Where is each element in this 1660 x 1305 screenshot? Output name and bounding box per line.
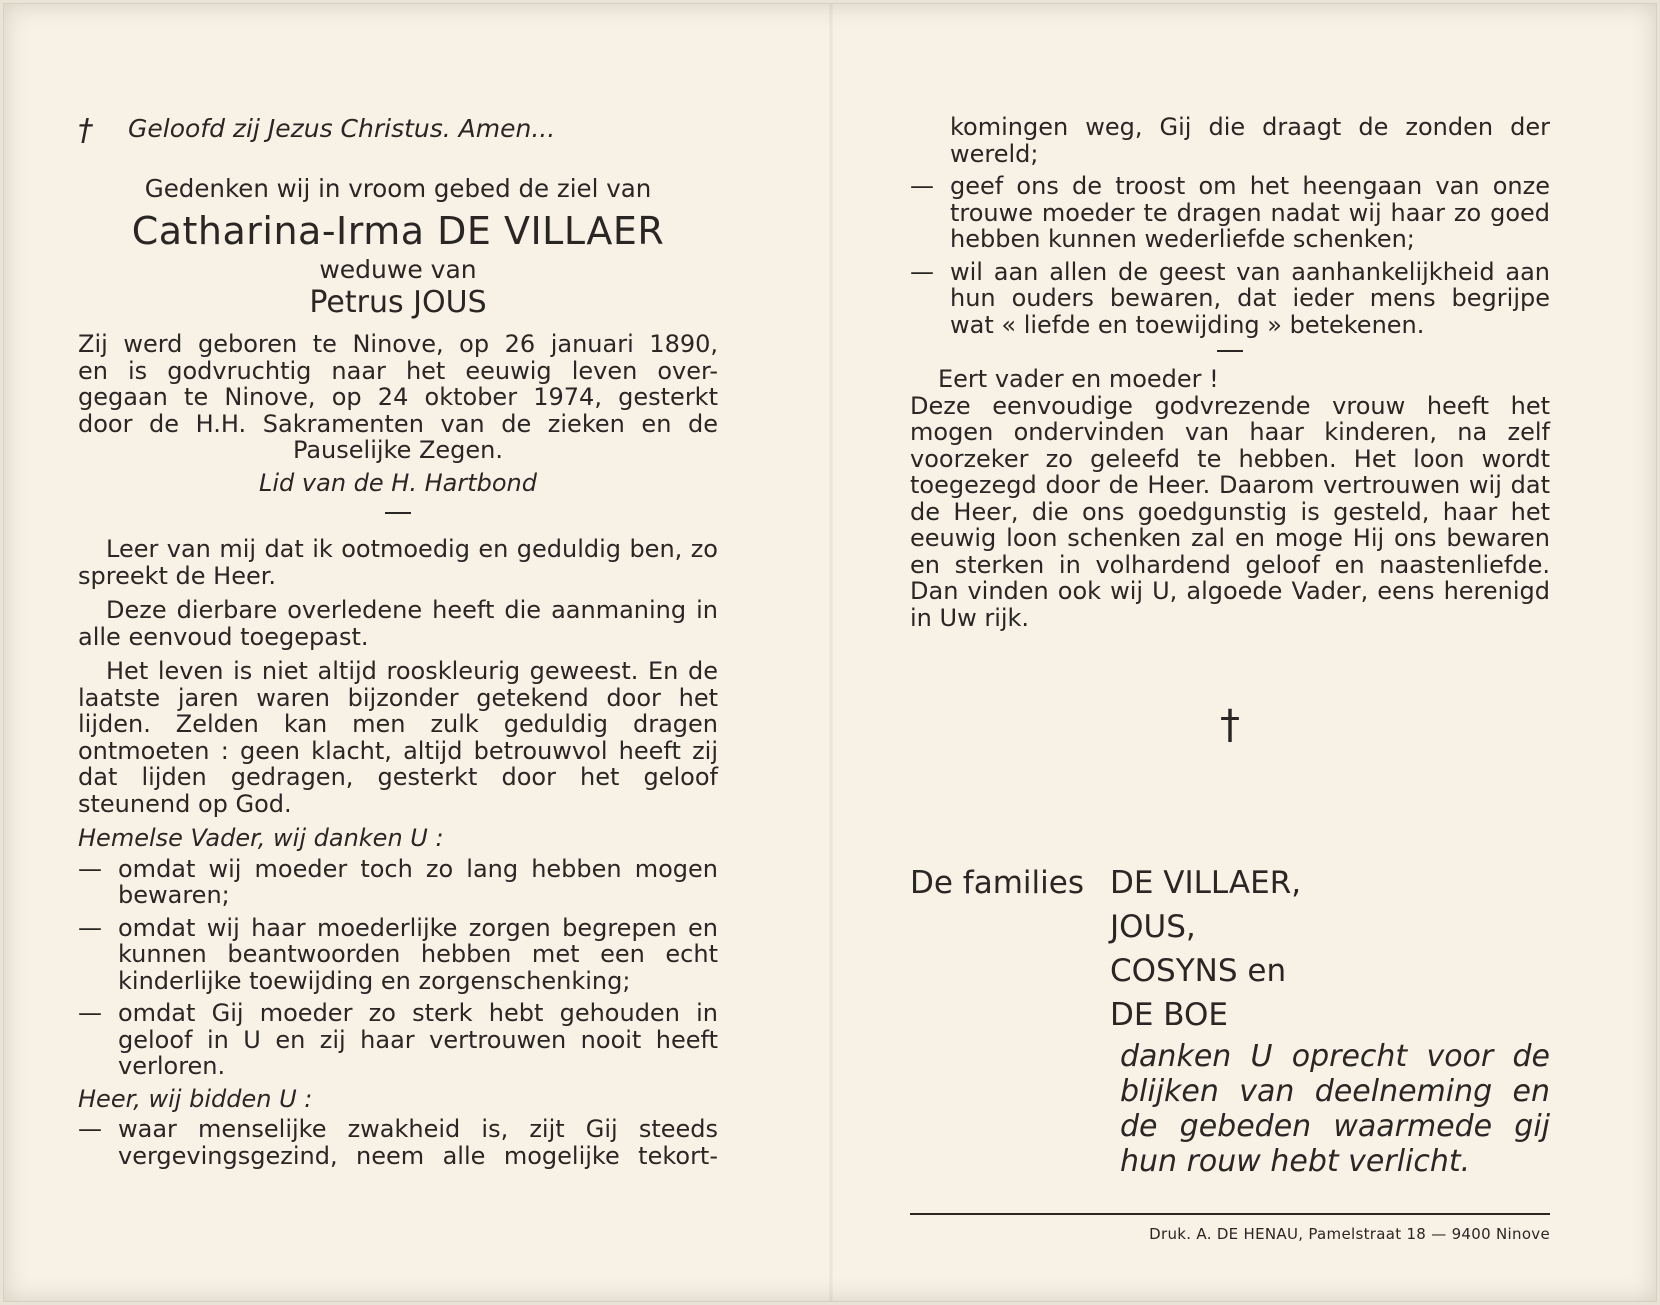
paragraph: Deze dierbare overledene heeft die aanmaning in alle eenvoud toegepast.	[78, 596, 718, 651]
list-item	[78, 856, 718, 909]
footer-rule	[910, 1213, 1550, 1215]
petition-heading: Heer, wij bidden U :	[78, 1084, 313, 1113]
membership: Lid van de H. Hartbond	[259, 468, 537, 497]
biography	[78, 331, 718, 464]
cross-icon: †	[78, 113, 93, 148]
thanks-heading: Hemelse Vader, wij danken U :	[78, 824, 444, 852]
biography-line: Pauselijke Zegen.	[292, 436, 504, 464]
families-row	[910, 861, 1550, 905]
biography-line: Zij werd geboren te Ninove, op 26 januari 1890,	[78, 330, 718, 358]
list-item-text: komingen weg, Gij die draagt de zonden der wereld;	[950, 113, 1550, 168]
biography-line: en is godvruchtig naar het eeuwig leven over-	[78, 356, 718, 385]
list-item-text: waar menselijke zwakheid is, zijt Gij steeds vergevingsgezind, neem alle mogelijke tekort-	[118, 1115, 718, 1170]
list-item	[78, 915, 718, 995]
dash-bullet: —	[78, 999, 102, 1027]
biography-line: door de H.H. Sakramenten van de zieken en de	[78, 409, 718, 438]
separator-dash	[385, 512, 411, 514]
biography-line: gegaan te Ninove, op 24 oktober 1974, gesterkt	[78, 383, 718, 411]
list-item-text: omdat wij haar moederlijke zorgen begrepen en kunnen beantwoorden hebben met een echt kinderlijke toewijding en zorgenschenking;	[118, 913, 718, 995]
thanks-message: danken U oprecht voor de blijken van deelneming en de gebeden waarmede gij hun rouw hebt verlicht.	[1120, 1039, 1550, 1179]
printer-credit: Druk. A. DE HENAU, Pamelstraat 18 — 9400 Ninove	[1149, 1224, 1550, 1243]
list-item-text: wil aan allen de geest van aanhankelijkheid aan hun ouders bewaren, dat ieder mens begrijpe wat « liefde en toewijding » betekenen.	[950, 257, 1550, 339]
list-item	[910, 173, 1550, 253]
cross-icon: †	[1220, 702, 1240, 748]
paragraph: Het leven is niet altijd rooskleurig geweest. En de laatste jaren waren bijzonder getekend door het lijden. Zelden kan men zulk geduldig dragen ontmoeten : geen klacht, altijd betrouwvol heeft zij dat lijden gedragen, gesterkt door het geloof steunend op God.	[78, 657, 718, 818]
family-name: COSYNS en	[1110, 953, 1287, 989]
card-fold	[829, 4, 833, 1301]
families-block	[910, 861, 1550, 1037]
separator-dash	[1217, 350, 1243, 352]
dash-bullet: —	[910, 257, 934, 286]
closing-paragraph: Deze eenvoudige godvrezende vrouw heeft het mogen ondervinden van haar kinderen, na zelf voorzeker zo geleefd te hebben. Het loon wordt toegezegd door de Heer. Daarom vertrouwen wij dat de Heer, die ons goedgunstig is gesteld, haar het eeuwig loon schenken zal en moge Hij ons bewaren en sterken in volhardend geloof en naastenliefde. Dan vinden ook wij U, algoede Vader, eens herenigd in Uw rijk.	[910, 391, 1550, 632]
family-name: JOUS,	[1110, 909, 1196, 945]
list-item-text: omdat Gij moeder zo sterk hebt gehouden in geloof in U en zij haar vertrouwen nooit heeft verloren.	[118, 999, 718, 1080]
list-item	[78, 1000, 718, 1080]
opening-prayer	[78, 113, 718, 148]
list-item-text: omdat wij moeder toch zo lang hebben mogen bewaren;	[118, 854, 718, 909]
dash-bullet: —	[78, 913, 102, 942]
family-name: DE VILLAER,	[1110, 865, 1302, 901]
family-name: DE BOE	[1110, 997, 1229, 1033]
dash-bullet: —	[78, 1115, 102, 1143]
widow-label: weduwe van	[319, 254, 477, 284]
paragraph: Leer van mij dat ik ootmoedig en geduldig ben, zo spreekt de Heer.	[78, 535, 718, 590]
deceased-name: Catharina-Irma DE VILLAER	[131, 208, 665, 253]
dash-bullet: —	[78, 854, 102, 883]
husband-name: Petrus JOUS	[309, 285, 487, 320]
list-item-text: geef ons de troost om het heengaan van onze trouwe moeder te dragen nadat wij haar zo goed hebben kunnen wederliefde schenken;	[950, 172, 1550, 253]
closing-heading: Eert vader en moeder !	[938, 365, 1219, 393]
right-panel	[910, 114, 1550, 1245]
intro-line: Gedenken wij in vroom gebed de ziel van	[144, 174, 652, 203]
dash-bullet: —	[910, 172, 934, 200]
list-item	[910, 114, 1550, 167]
opening-prayer-text: Geloofd zij Jezus Christus. Amen...	[128, 114, 556, 143]
list-item	[78, 1116, 718, 1169]
petition-list-continued	[910, 114, 1550, 338]
petition-list	[78, 1116, 718, 1169]
memorial-card	[4, 4, 1656, 1301]
families-label: De families	[910, 865, 1084, 901]
thanks-list	[78, 856, 718, 1080]
list-item	[910, 259, 1550, 339]
left-panel	[78, 114, 718, 1175]
